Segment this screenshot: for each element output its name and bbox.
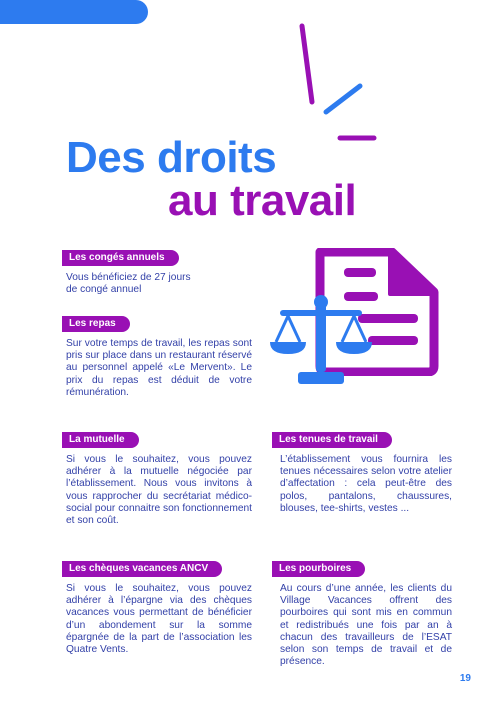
section-label-tenues: Les tenues de travail [272,432,392,448]
page-title-line-2: au travail [168,176,357,225]
title-blue-bar [0,0,148,24]
section-label-mutuelle: La mutuelle [62,432,139,448]
scales-icon [268,292,374,388]
section-text-repas: Sur votre temps de travail, les repas sont pris sur place dans un restaurant réservé au personnel appelé «Le Mervent». Le prix du repas est déduit de votre rémunération. [66,338,252,398]
section-text-mutuelle: Si vous le souhaitez, vous pouvez adhérer à la mutuelle négociée par l’établissement. Nous vous invitons à vous rapprocher du secrétariat médico-social pour connaitre son fonctionnement et son coût. [66,454,252,527]
page-number: 19 [459,673,471,684]
section-label-repas: Les repas [62,316,130,332]
section-text-pourboires: Au cours d’une année, les clients du Village Vacances offrent des pourboires qui sont mis en commun et redistribués une fois par an à chacun des travailleurs de l’ESAT selon son temps de travail et de présence. [280,583,452,668]
section-label-cheques: Les chèques vacances ANCV [62,561,222,577]
section-label-pourboires: Les pourboires [272,561,365,577]
page-title-line-1: Des droits [66,133,277,182]
accent-strokes [290,20,380,150]
accent-stroke-blue [326,86,360,112]
section-text-conges: Vous bénéficiez de 27 jours de congé annuel [66,272,191,296]
section-text-tenues: L’établissement vous fournira les tenues nécessaires selon votre atelier d’affectation : cela peut-être des polos, pantalons, chaussures, blouses, tee-shirts, vestes ... [280,454,452,514]
accent-stroke-purple [302,26,312,102]
section-text-cheques: Si vous le souhaitez, vous pouvez adhérer à l’épargne via des chèques vacances vous permettant de bénéficier d’un abondement sur la somme épargnée de la part de l’association les Quatre Vents. [66,583,252,656]
section-label-conges: Les congés annuels [62,250,179,266]
